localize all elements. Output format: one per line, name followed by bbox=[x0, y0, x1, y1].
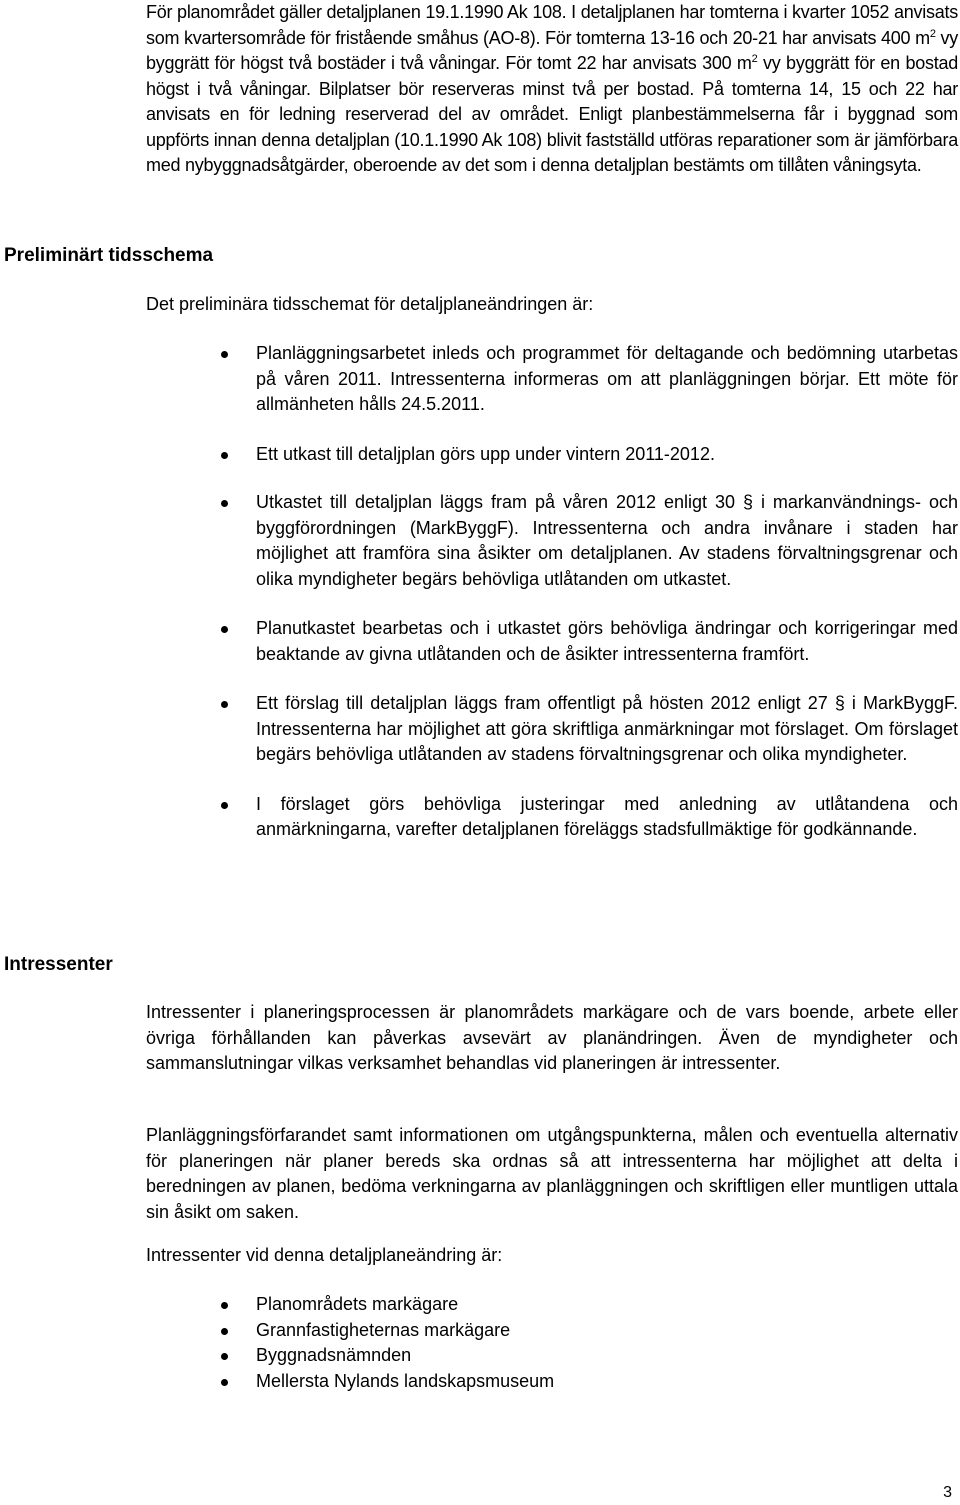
bullet-icon bbox=[221, 1302, 228, 1309]
schedule-list bbox=[220, 341, 958, 843]
bullet-icon bbox=[221, 626, 228, 633]
list-item: I förslaget görs behövliga justeringar med anledning av utlåtandena och anmärkningarna, varefter detaljplanen föreläggs stadsfullmäktige för godkännande. bbox=[220, 792, 958, 843]
stakeholders-paragraph-1: Intressenter i planeringsprocessen är planområdets markägare och de vars boende, arbete eller övriga förhållanden kan påverkas avsevärt av planändringen. Även de myndigheter och sammanslutningar vilkas verksamhet behandlas vid planeringen är intressenter. bbox=[146, 1002, 958, 1073]
schedule-heading: Preliminärt tidsschema bbox=[4, 245, 214, 266]
superscript-2: 2 bbox=[751, 53, 758, 65]
list-item: Planområdets markägare bbox=[220, 1292, 958, 1318]
list-item: Ett förslag till detaljplan läggs fram offentligt på hösten 2012 enligt 27 § i MarkByggF. Intressenterna har möjlighet att göra skriftliga anmärkningar mot förslaget. Om förslaget begärs behövliga utlåtanden av stadens förvaltningsgrenar och olika myndigheter. bbox=[220, 691, 958, 768]
stakeholders-list bbox=[220, 1292, 958, 1394]
superscript-2: 2 bbox=[929, 27, 936, 40]
list-item: Planläggningsarbetet inleds och programmet för deltagande och bedömning utarbetas på våren 2011. Intressenterna informeras om att planläggningen börjar. Ett möte för allmänheten hålls 24.5.2011. bbox=[220, 341, 958, 418]
bullet-icon bbox=[221, 500, 228, 507]
schedule-lead: Det preliminära tidsschemat för detaljplaneändringen är: bbox=[146, 294, 594, 314]
bullet-icon bbox=[221, 802, 228, 809]
list-item: Utkastet till detaljplan läggs fram på våren 2012 enligt 30 § i markanvändnings- och byggförordningen (MarkByggF). Intressenterna och andra invånare i staden har möjlighet att framföra sina åsikter om detaljplanen. Av stadens förvaltningsgrenar och olika myndigheter begärs behövliga utlåtanden om utkastet. bbox=[220, 490, 958, 592]
list-item: Planutkastet bearbetas och i utkastet görs behövliga ändringar och korrigeringar med beaktande av givna utlåtanden och de åsikter intressenterna framfört. bbox=[220, 616, 958, 667]
list-item: Grannfastigheternas markägare bbox=[220, 1318, 958, 1344]
bullet-icon bbox=[221, 351, 228, 358]
bullet-icon bbox=[221, 1379, 228, 1386]
list-item: Mellersta Nylands landskapsmuseum bbox=[220, 1369, 958, 1395]
intro-paragraph: För planområdet gäller detaljplanen 19.1.1990 Ak 108. I detaljplanen har tomterna i kvarter 1052 anvisats som kvartersområde för fristående småhus (AO-8). För tomterna 13-16 och 20-21 har anvisats 400 $m^2$ vy byggrätt för högst två bostäder i två våningar. För tomt 22 har anvisats 300 $m^2$ vy byggrätt för en bostad högst i två våningar. Bilplatser bör reserveras minst två per bostad. På tomterna 14, 15 och 22 har anvisats en för ledning reserverad del av området. Enligt planbestämmelserna får i byggnad som uppförts innan denna detaljplan (10.1.1990 Ak 108) blivit fastställd utföras reparationer som är jämförbara med nybyggnadsåtgärder, oberoende av det som i denna detaljplan bestämts om tillåten våningsyta. bbox=[146, 2, 958, 175]
bullet-icon bbox=[221, 1328, 228, 1335]
stakeholders-lead: Intressenter vid denna detaljplaneändring är: bbox=[146, 1245, 503, 1265]
bullet-icon bbox=[221, 701, 228, 708]
page-number: 3 bbox=[943, 1484, 952, 1501]
stakeholders-paragraph-2: Planläggningsförfarandet samt informationen om utgångspunkterna, målen och eventuella alternativ för planeringen när planer bereds ska ordnas så att intressenterna har möjlighet att delta i beredningen av planen, bedöma verkningarna av planläggningen och skriftligen eller muntligen uttala sin åsikt om saken. bbox=[146, 1125, 958, 1222]
list-item: Ett utkast till detaljplan görs upp under vintern 2011-2012. bbox=[220, 442, 958, 468]
bullet-icon bbox=[221, 1353, 228, 1360]
stakeholders-heading: Intressenter bbox=[4, 954, 113, 975]
bullet-icon bbox=[221, 452, 228, 459]
list-item: Byggnadsnämnden bbox=[220, 1343, 958, 1369]
